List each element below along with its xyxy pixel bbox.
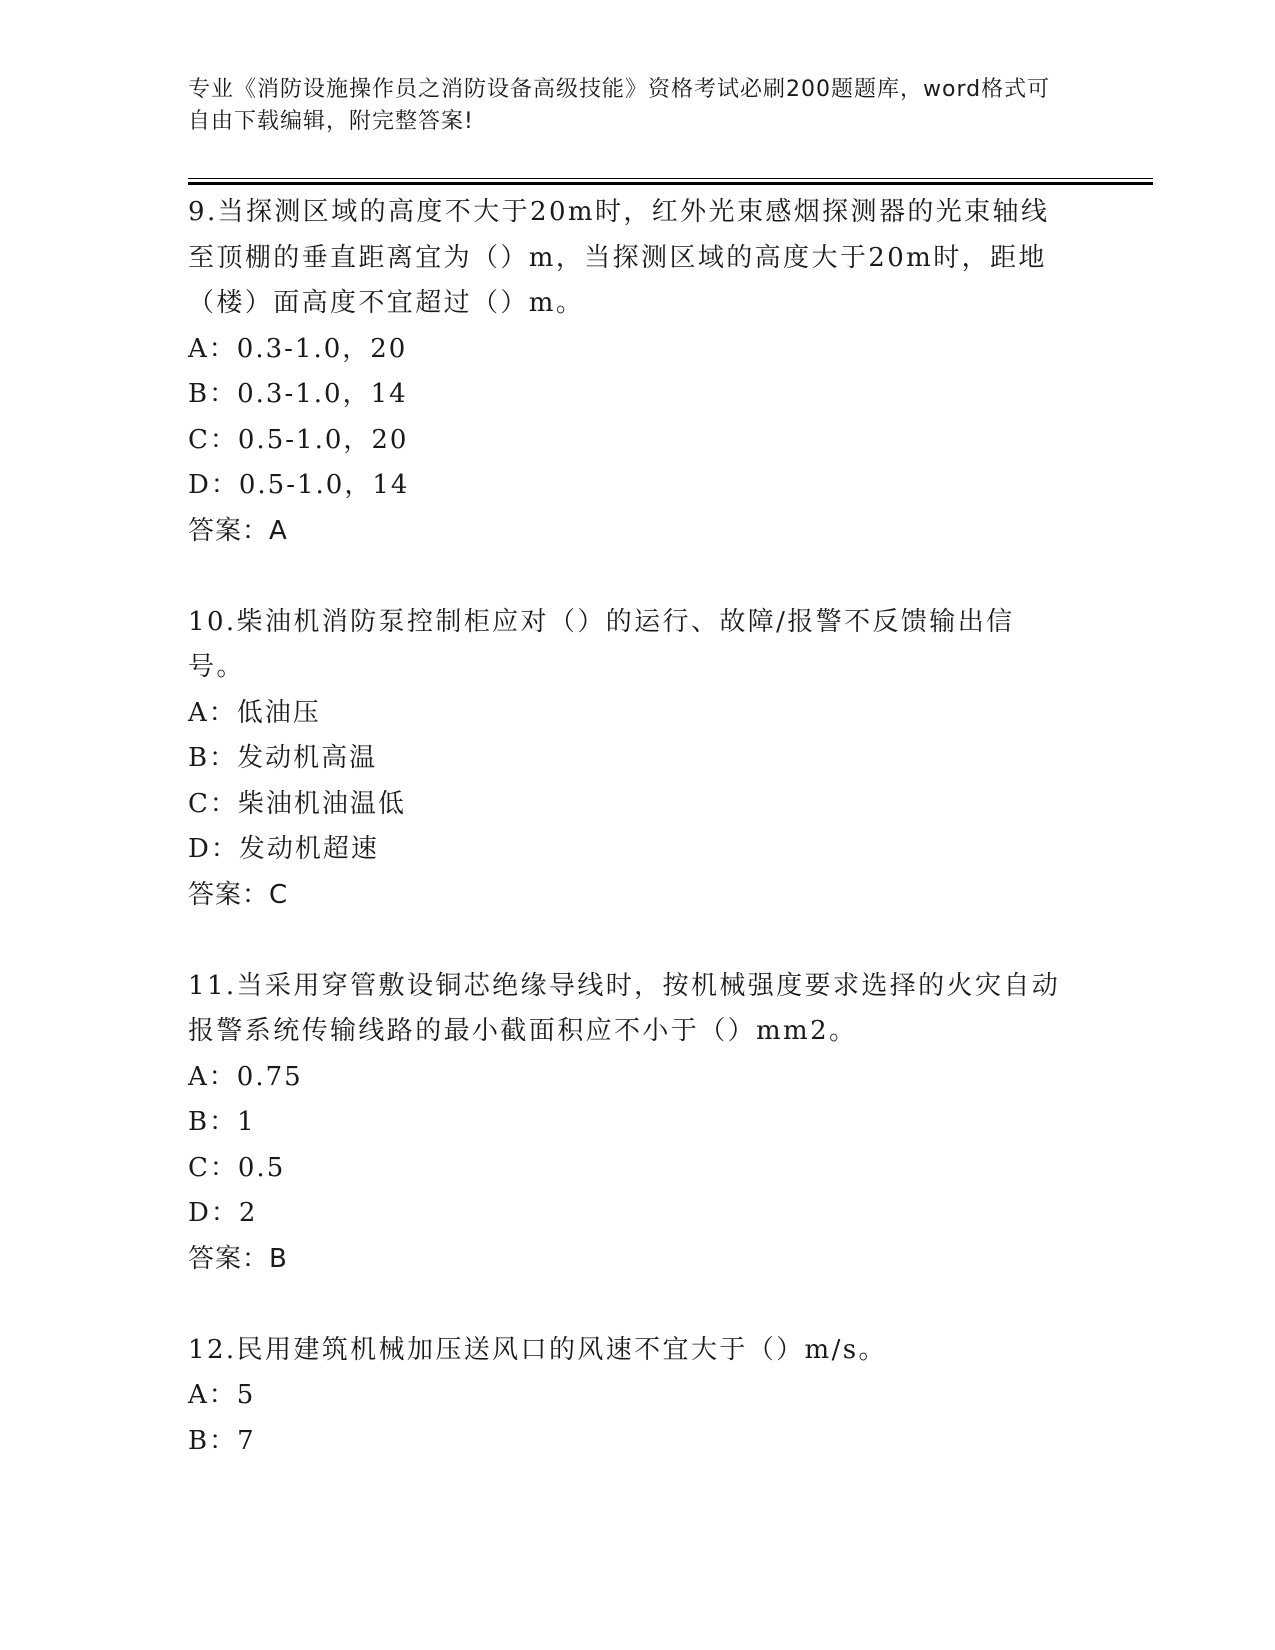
- option-a: A：0.3-1.0，20: [188, 333, 408, 364]
- question-12: [188, 1328, 1068, 1465]
- answer-line: 答案：B: [188, 1243, 288, 1274]
- header-divider-thick: [188, 182, 1153, 185]
- question-text: 10.柴油机消防泵控制柜应对（）的运行、故障/报警不反馈输出信号。: [188, 606, 1015, 682]
- question-text: 9.当探测区域的高度不大于20m时，红外光束感烟探测器的光束轴线至顶棚的垂直距离宜为（）m，当探测区域的高度大于20m时，距地（楼）面高度不宜超过（）m。: [188, 197, 1050, 318]
- spacer: [188, 918, 1068, 964]
- option-b: B：0.3-1.0，14: [188, 379, 408, 409]
- option-c: C：0.5-1.0，20: [188, 424, 409, 455]
- answer-line: 答案：A: [188, 515, 288, 546]
- answer-line: 答案：C: [188, 879, 289, 910]
- question-11: [188, 964, 1068, 1283]
- option-b: B：发动机高温: [188, 743, 378, 773]
- option-a: A：低油压: [188, 697, 321, 728]
- option-a: A：0.75: [188, 1061, 303, 1092]
- option-d: D：2: [188, 1198, 258, 1228]
- question-9: [188, 190, 1068, 554]
- spacer: [188, 1282, 1068, 1328]
- question-list: [188, 190, 1068, 1464]
- question-text: 11.当采用穿管敷设铜芯绝缘导线时，按机械强度要求选择的火灾自动报警系统传输线路的最小截面积应不小于（）mm2。: [188, 970, 1061, 1046]
- question-text: 12.民用建筑机械加压送风口的风速不宜大于（）m/s。: [188, 1334, 887, 1365]
- header-divider-thin: [188, 178, 1153, 179]
- document-header: 专业《消防设施操作员之消防设备高级技能》资格考试必刷200题题库，word格式可自由下载编辑，附完整答案!: [188, 77, 1051, 134]
- option-b: B：7: [188, 1425, 256, 1456]
- option-a: A：5: [188, 1380, 256, 1410]
- question-10: [188, 600, 1068, 919]
- option-d: D：发动机超速: [188, 834, 379, 864]
- spacer: [188, 554, 1068, 600]
- option-c: C：0.5: [188, 1152, 286, 1183]
- option-b: B：1: [188, 1107, 256, 1137]
- option-d: D：0.5-1.0，14: [188, 470, 410, 500]
- option-c: C：柴油机油温低: [188, 788, 406, 819]
